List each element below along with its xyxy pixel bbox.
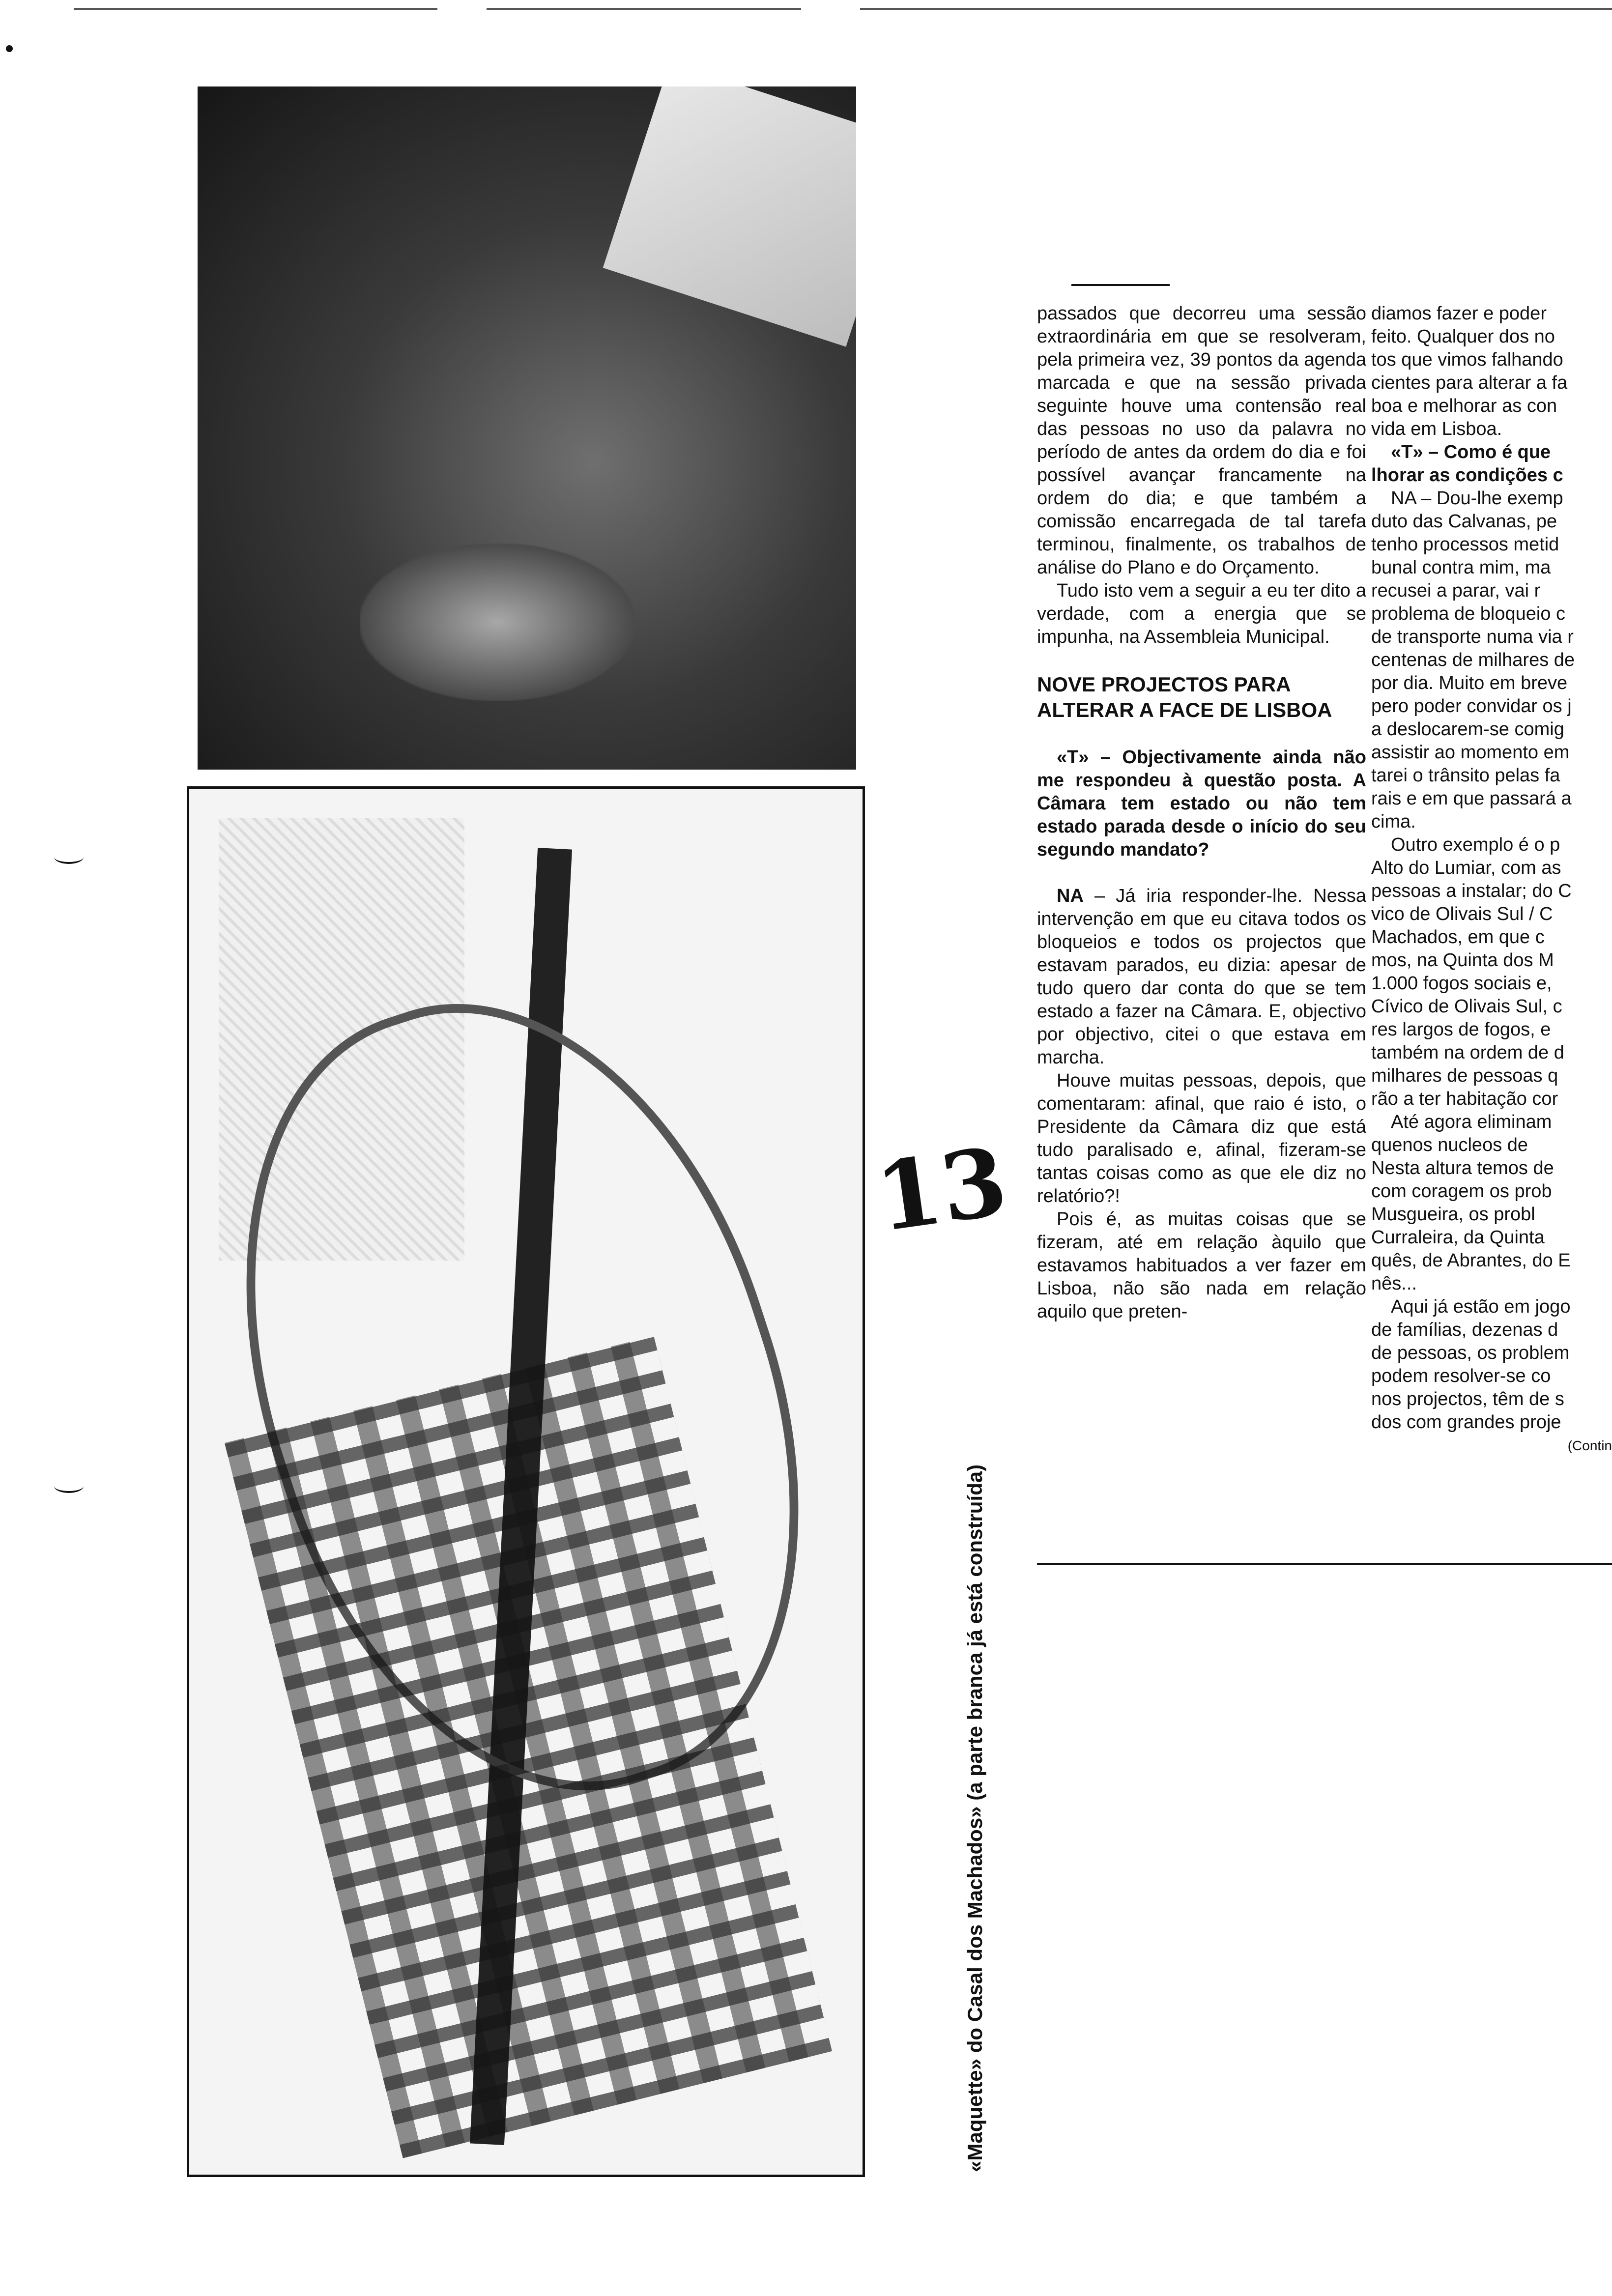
column-line: pessoas a instalar; do C [1371,881,1572,901]
photo-hand-shape [360,544,635,701]
portrait-photo [198,86,856,770]
section-heading: NOVE PROJECTOS PARA ALTERAR A FACE DE LISBOA [1037,673,1332,721]
continued-note: (Contin [1567,1438,1612,1453]
top-rule-right [860,8,1612,10]
maquette-photo [187,786,865,2177]
column-line: mos, na Quinta dos M [1371,950,1554,971]
column-top-rule [1071,284,1170,286]
column-line: com coragem os prob [1371,1181,1552,1202]
article-column-right [1371,302,1612,1457]
column-line: tos que vimos falhando [1371,349,1563,370]
column-line: podem resolver-se co [1371,1366,1551,1386]
column-line: a deslocarem-se comig [1371,719,1564,740]
column-line: Alto do Lumiar, com as [1371,858,1561,878]
column-line: Cívico de Olivais Sul, c [1371,996,1562,1017]
paragraph: Pois é, as muitas coisas que se fizeram, até em relação àquilo que estavamos habituados a ver fazer em Lisboa, não são nada em relação aquilo que preten- [1037,1209,1366,1322]
column-line: problema de bloqueio c [1371,603,1566,624]
column-line: milhares de pessoas q [1371,1065,1558,1086]
top-rule-left [74,8,437,10]
margin-mark-2 [54,1479,84,1493]
column-line: pero poder convidar os j [1371,696,1572,717]
column-line: também na ordem de d [1371,1042,1564,1063]
column-line: NA – Dou-lhe exemp [1391,488,1563,509]
column-line: quenos nucleos de [1371,1135,1528,1155]
photo-paper-shape [603,86,856,347]
column-line: por dia. Muito em breve [1371,673,1568,693]
column-line: Curraleira, da Quinta [1371,1227,1545,1248]
article-column-middle [1037,302,1366,1323]
margin-mark-1 [54,850,84,864]
column-line: de transporte numa via r [1371,627,1574,647]
column-line: duto das Calvanas, pe [1371,511,1557,532]
column-line: rais e em que passará a [1371,788,1572,809]
column-line: Musgueira, os probl [1371,1204,1535,1225]
column-line: assistir ao momento em [1371,742,1570,763]
column-line: nos projectos, têm de s [1371,1389,1564,1409]
paragraph: passados que decorreu uma sessão extraordinária em que se resolveram, pela primeira vez, 39 pontos da agenda marcada e que na sessão privada seguinte houve uma contensão real das pessoas no uso da palavra no período de antes da ordem do dia e foi possível avançar francamente na ordem do dia; e que também a comissão encarregada de tal tarefa terminou, finalmente, os trabalhos de análise do Plano e do Orçamento. [1037,303,1366,578]
photo-caption: «Maquette» do Casal dos Machados» (a parte branca já está construída) [963,1464,986,2172]
column-line: nês... [1371,1273,1417,1294]
speaker-label: NA [1057,886,1084,906]
column-line: centenas de milhares de [1371,650,1575,670]
answer-paragraph [1037,885,1366,1069]
column-line: recusei a parar, vai r [1371,580,1541,601]
paragraph: Houve muitas pessoas, depois, que comentaram: afinal, que raio é isto, o Presidente da Câmara diz que está tudo paralisado e, afinal, fizeram-se tantas coisas como as que ele diz no relatório?! [1037,1070,1366,1206]
answer-text: – Já iria responder-lhe. Nessa intervenção em que eu citava todos os bloqueios e todos os projectos que estavam parados, eu dizia: apesar de tudo quero dar conta do que se tem estado a fazer na Câmara. E, objectivo por objectivo, citei o que estava em marcha. [1037,886,1366,1068]
column-line: tenho processos metid [1371,534,1559,555]
column-line: quês, de Abrantes, do E [1371,1250,1571,1271]
column-line: Aqui já estão em jogo [1391,1296,1571,1317]
column-line: cima. [1371,811,1416,832]
column-line: vico de Olivais Sul / C [1371,904,1553,924]
column-line: vida em Lisboa. [1371,419,1502,439]
paragraph: Tudo isto vem a seguir a eu ter dito a verdade, com a energia que se impunha, na Assembleia Municipal. [1037,580,1366,647]
column-line: Outro exemplo é o p [1391,834,1560,855]
interview-question: «T» – Objectivamente ainda não me respondeu à questão posta. A Câmara tem estado ou não tem estado parada desde o início do seu segundo mandato? [1037,747,1366,860]
column-line: diamos fazer e poder [1371,303,1547,324]
question-line: lhorar as condições c [1371,465,1563,486]
column-line: feito. Qualquer dos no [1371,326,1555,347]
column-line: dos com grandes proje [1371,1412,1561,1433]
column-line: Até agora eliminam [1391,1112,1552,1132]
column-line: de pessoas, os problem [1371,1343,1570,1363]
column-line: rão a ter habitação cor [1371,1089,1558,1109]
column-line: Machados, em que c [1371,927,1545,947]
question-line: «T» – Como é que [1391,442,1551,462]
column-line: Nesta altura temos de [1371,1158,1554,1178]
column-line: res largos de fogos, e [1371,1019,1551,1040]
column-line: cientes para alterar a fa [1371,373,1568,393]
column-line: bunal contra mim, ma [1371,557,1551,578]
margin-dot [6,45,13,52]
top-rule-middle [487,8,801,10]
column-line: boa e melhorar as con [1371,396,1557,416]
column-line: tarei o trânsito pelas fa [1371,765,1560,786]
handwritten-mark: 13 [869,1126,1013,1253]
column-line: 1.000 fogos sociais e, [1371,973,1552,994]
column-bottom-rule [1037,1563,1612,1565]
column-line: de famílias, dezenas d [1371,1320,1558,1340]
